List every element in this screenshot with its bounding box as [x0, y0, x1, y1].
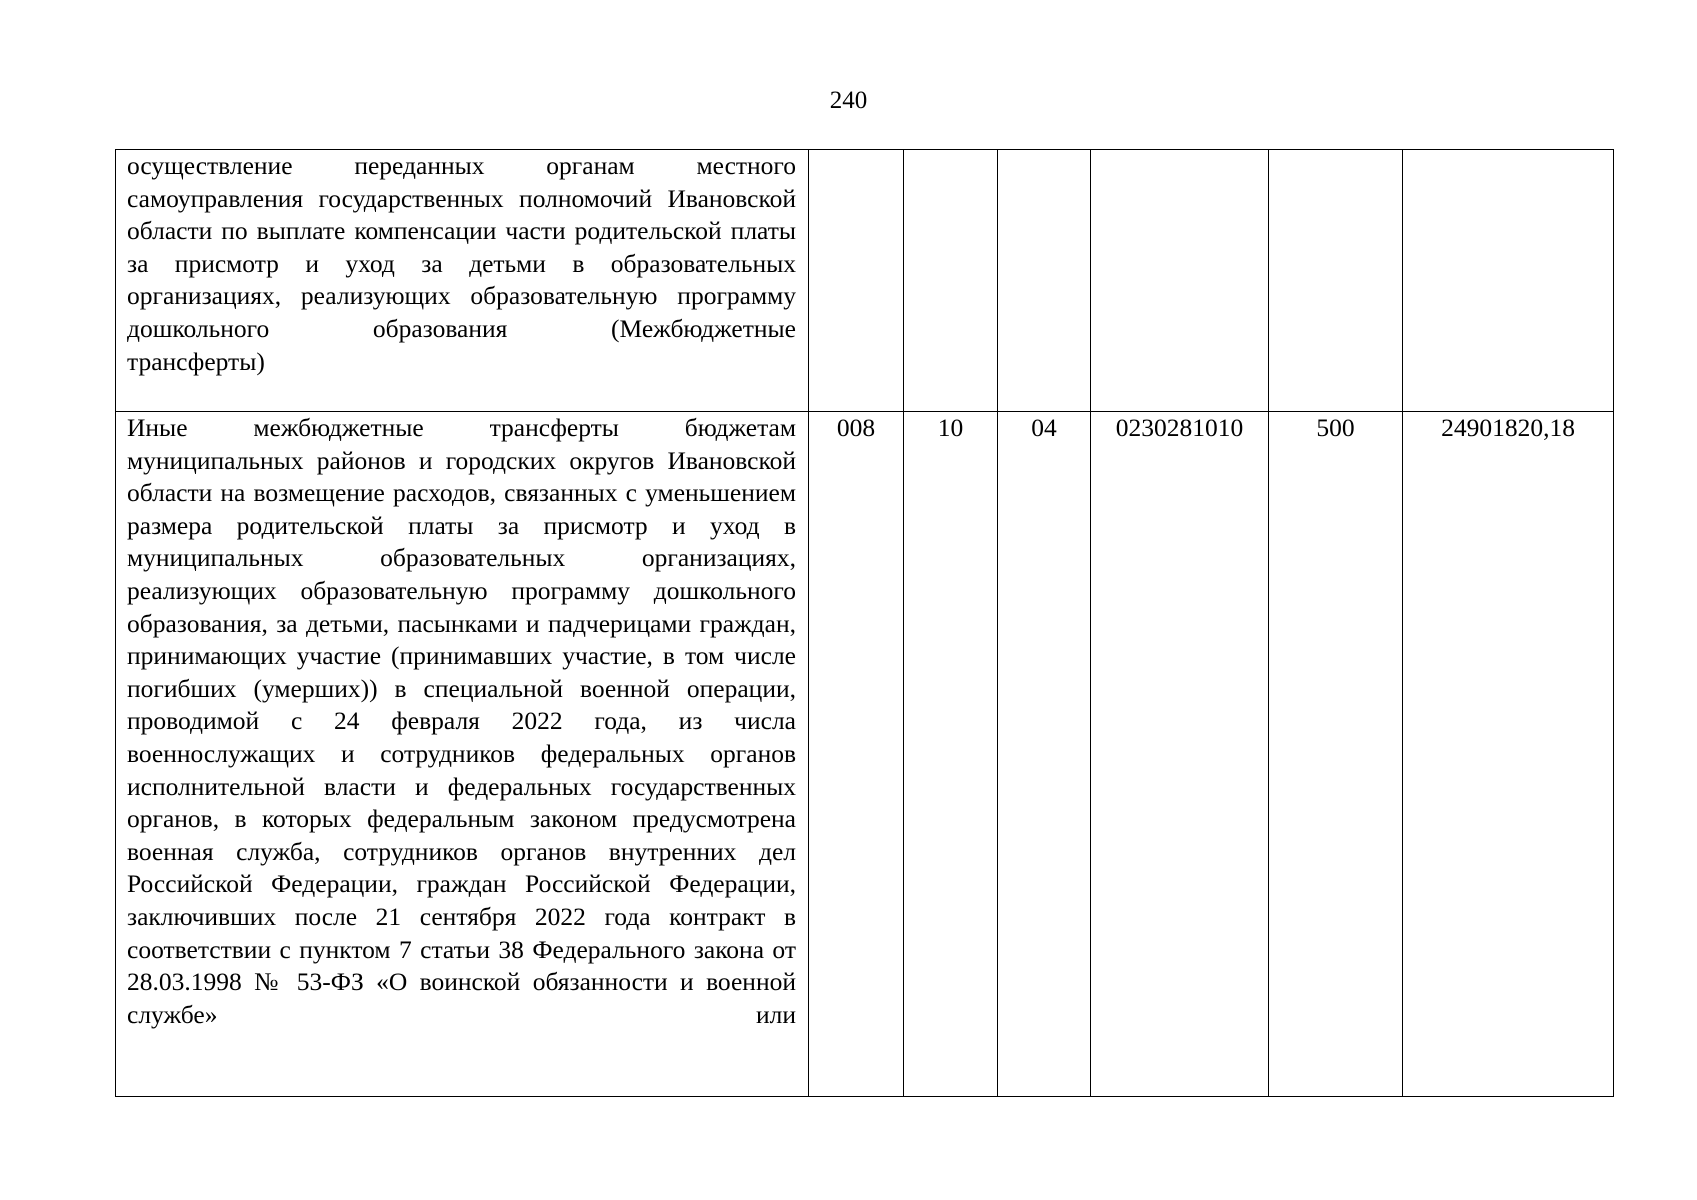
- table-row: [116, 150, 1614, 412]
- row-description-last-line: трансферты): [127, 346, 265, 376]
- ministry-code: [809, 150, 904, 412]
- row-description-text: Иные межбюджетные трансферты бюджетам муниципальных районов и городских округов Ивановской области на возмещение расходов, связанных с уменьшением размера родительской платы за присмотр и уход в муниципальных образовательных организациях, реализующих образовательную программу дошкольного образования, за детьми, пасынками и падчерицами граждан, принимающих участие (принимавших участие, в том числе погибших (умерших)) в специальной военной операции, проводимой с 24 февраля 2022 года, из числа военнослужащих и сотрудников федеральных органов исполнительной власти и федеральных государственных органов, в которых федеральным законом предусмотрена военная служба, сотрудников органов внутренних дел Российской Федерации, граждан Российской Федерации, заключивших после 21 сентября 2022 года контракт в соответствии с пунктом 7 статьи 38 Федерального закона от 28.03.1998 № 53-ФЗ «О воинской обязанности и военной службе» или: [127, 413, 796, 1029]
- expense-type-code: 500: [1269, 412, 1403, 1097]
- row-description: [116, 412, 809, 1097]
- ministry-code: 008: [809, 412, 904, 1097]
- row-description: [116, 150, 809, 412]
- subsection-code: [998, 150, 1091, 412]
- subsection-code: 04: [998, 412, 1091, 1097]
- amount: 24901820,18: [1403, 412, 1614, 1097]
- row-description-text: осуществление переданных органам местного самоуправления государственных полномочий Ивановской области по выплате компенсации части родительской платы за присмотр и уход за детьми в образовательных организациях, реализующих образовательную программу дошкольного образования (Межбюджетные: [127, 151, 796, 343]
- target-article-code: 0230281010: [1091, 412, 1269, 1097]
- section-code: 10: [904, 412, 998, 1097]
- table-row: [116, 412, 1614, 1097]
- amount: [1403, 150, 1614, 412]
- budget-table: [115, 149, 1614, 1097]
- expense-type-code: [1269, 150, 1403, 412]
- section-code: [904, 150, 998, 412]
- page-number: 240: [829, 87, 868, 114]
- target-article-code: [1091, 150, 1269, 412]
